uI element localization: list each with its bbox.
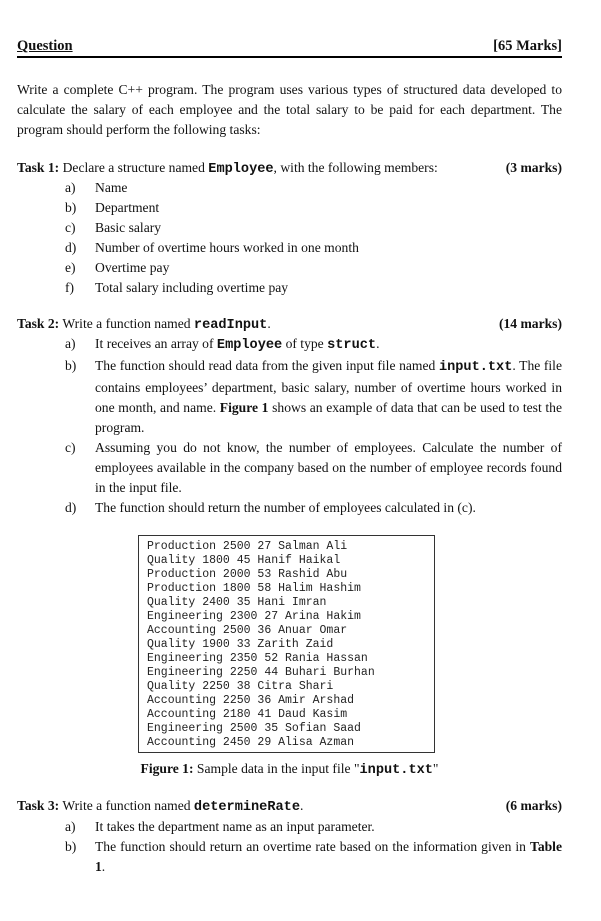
- sample-data-box: [138, 535, 435, 753]
- list-item: [65, 334, 562, 356]
- item-text: It receives an array of: [95, 336, 217, 351]
- item-text: The function should return an overtime rate based on the information given in: [95, 839, 530, 854]
- task3-list: [65, 817, 562, 877]
- item-text: .: [376, 336, 380, 351]
- list-item: [65, 817, 562, 837]
- data-line: Accounting 2500 36 Anuar Omar: [147, 624, 348, 637]
- task1-label: Task 1:: [17, 160, 60, 175]
- item-text: The function should read data from the given input file named: [95, 358, 439, 373]
- data-line: Quality 1800 45 Hanif Haikal: [147, 554, 341, 567]
- data-line: Accounting 2180 41 Daud Kasim: [147, 708, 348, 721]
- list-item: [65, 178, 562, 198]
- list-item: [65, 278, 562, 298]
- list-item: [65, 218, 562, 238]
- item-text: . The file contains employees’ department, basic salary, number of overtime hours worked in one month, and name.: [95, 358, 562, 415]
- item-label: f): [65, 280, 75, 295]
- item-code: input.txt: [438, 360, 513, 375]
- task2-label: Task 2:: [17, 316, 60, 331]
- table-ref: Table 1: [95, 839, 562, 874]
- data-line: Production 1800 58 Halim Hashim: [147, 582, 361, 595]
- item-text: of type: [282, 336, 328, 351]
- list-item: [65, 238, 562, 258]
- task2-text-b: .: [267, 316, 271, 331]
- task3-label: Task 3:: [17, 798, 60, 813]
- item-label: d): [65, 500, 77, 515]
- question-title: Question: [17, 38, 73, 54]
- task1-text-a: Declare a structure named: [59, 160, 209, 175]
- task3-marks: (6 marks): [505, 798, 562, 813]
- item-text: The function should return the number of employees calculated in (c).: [95, 500, 476, 515]
- item-text: Name: [95, 180, 128, 195]
- task2-text-a: Write a function named: [59, 316, 194, 331]
- item-label: d): [65, 240, 77, 255]
- task2-heading: [17, 314, 562, 334]
- data-line: Quality 2250 38 Citra Shari: [147, 680, 334, 693]
- list-item: [65, 198, 562, 218]
- item-text: Number of overtime hours worked in one month: [95, 240, 359, 255]
- task3-text-a: Write a function named: [59, 798, 194, 813]
- data-line: Quality 1900 33 Zarith Zaid: [147, 638, 334, 651]
- question-header: [17, 36, 562, 58]
- task3-text-b: .: [299, 798, 304, 813]
- item-label: b): [65, 200, 77, 215]
- task1-marks: (3 marks): [505, 160, 562, 175]
- task3-heading: [17, 796, 562, 816]
- data-line: Production 2000 53 Rashid Abu: [147, 568, 348, 581]
- task1-members-list: [65, 178, 562, 298]
- data-line: Engineering 2250 44 Buhari Burhan: [147, 666, 375, 679]
- item-label: e): [65, 260, 76, 275]
- item-label: a): [65, 180, 76, 195]
- task2-code: readInput: [193, 318, 268, 333]
- data-line: Engineering 2300 27 Arina Hakim: [147, 610, 361, 623]
- task1-heading: [17, 158, 562, 178]
- list-item: [65, 498, 562, 518]
- task3-code: determineRate: [193, 800, 300, 815]
- data-line: Engineering 2500 35 Sofian Saad: [147, 722, 361, 735]
- item-text: Department: [95, 200, 160, 215]
- data-line: Quality 2400 35 Hani Imran: [147, 596, 327, 609]
- item-label: b): [65, 839, 77, 854]
- item-code: Employee: [216, 338, 283, 353]
- task1-text-b: , with the following members:: [273, 160, 438, 175]
- item-text: Basic salary: [95, 220, 162, 235]
- list-item: [65, 258, 562, 278]
- task2-list: [65, 334, 562, 518]
- item-label: a): [65, 336, 76, 351]
- data-line: Production 2500 27 Salman Ali: [147, 540, 348, 553]
- figure-label: Figure 1:: [140, 761, 194, 776]
- item-label: a): [65, 819, 76, 834]
- list-item: [65, 837, 562, 877]
- list-item: [65, 356, 562, 438]
- data-line: Engineering 2350 52 Rania Hassan: [147, 652, 368, 665]
- item-text: Overtime pay: [95, 260, 170, 275]
- item-label: c): [65, 220, 76, 235]
- item-text: shows an example of data that can be used to test the program.: [95, 400, 562, 435]
- figure-end: ": [432, 761, 439, 776]
- item-text: Assuming you do not know, the number of employees. Calculate the number of employees available in the company based on the number of employee records found in the input file.: [95, 440, 562, 495]
- item-text: .: [101, 859, 106, 874]
- item-label: b): [65, 358, 77, 373]
- intro-paragraph: Write a complete C++ program. The program uses various types of structured data developed to calculate the salary of each employee and the total salary to be paid for each department. The program should perform the following tasks:: [17, 82, 562, 137]
- item-text: Total salary including overtime pay: [95, 280, 289, 295]
- figure-code: input.txt: [359, 763, 433, 778]
- total-marks: [65 Marks]: [493, 38, 562, 54]
- list-item: [65, 438, 562, 498]
- item-text: It takes the department name as an input parameter.: [95, 819, 375, 834]
- data-line: Accounting 2450 29 Alisa Azman: [147, 736, 355, 749]
- figure-ref: Figure 1: [219, 400, 269, 415]
- task1-code: Employee: [208, 162, 274, 177]
- task2-marks: (14 marks): [498, 316, 562, 331]
- figure-caption: [17, 759, 562, 781]
- item-code: struct: [327, 338, 377, 353]
- data-line: Accounting 2250 36 Amir Arshad: [147, 694, 355, 707]
- figure-text: Sample data in the input file ": [193, 761, 360, 776]
- item-label: c): [65, 440, 76, 455]
